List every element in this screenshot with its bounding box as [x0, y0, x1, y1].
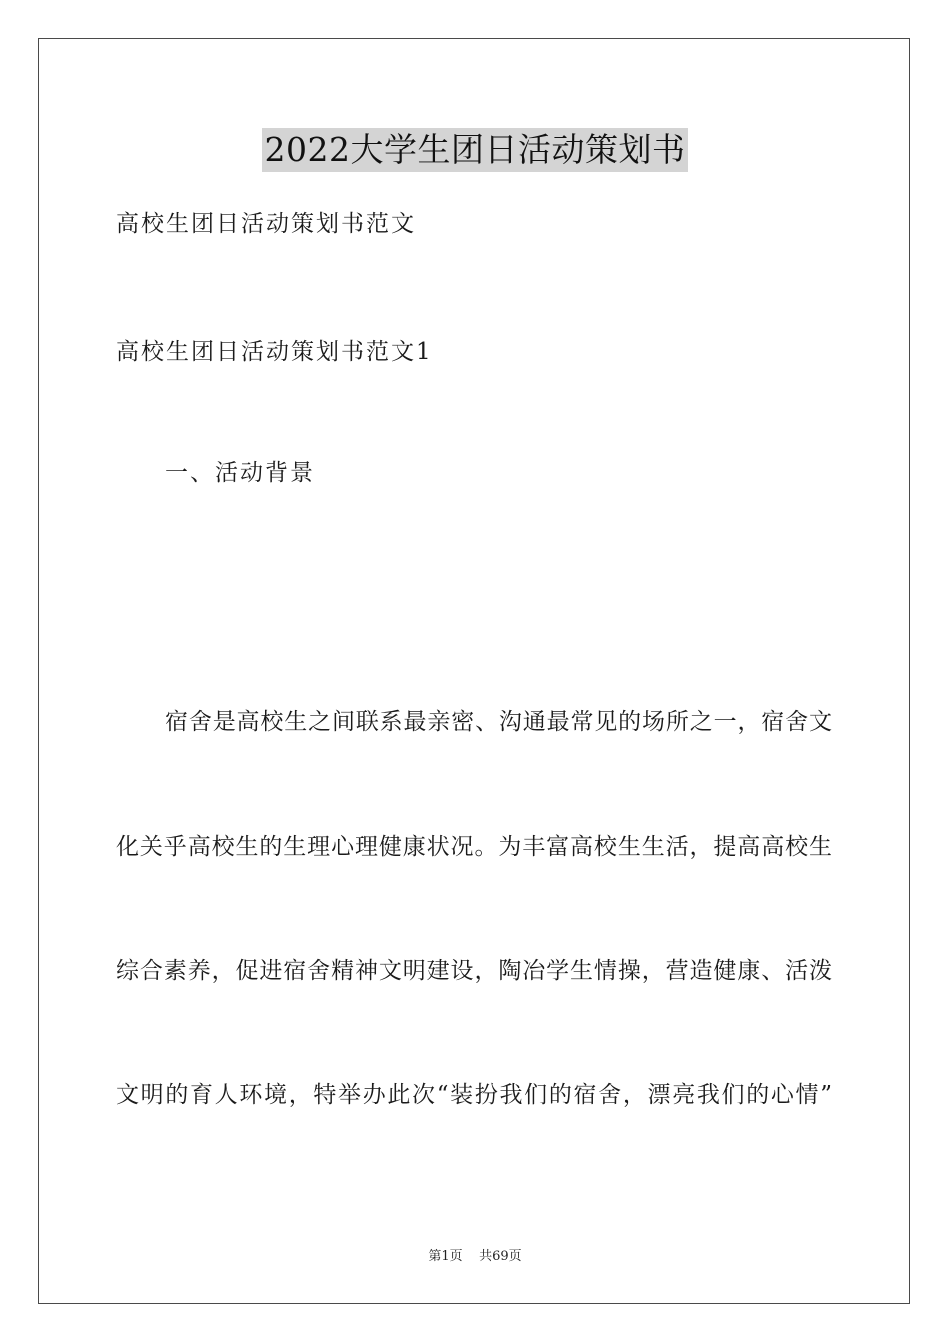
paragraph-line-2: 化关乎高校生的生理心理健康状况。为丰富高校生生活，提高高校生	[116, 834, 832, 860]
page-footer	[0, 1248, 950, 1266]
document-title: 2022大学生团日活动策划书	[262, 128, 689, 172]
paragraph-line-1: 宿舍是高校生之间联系最亲密、沟通最常见的场所之一，宿舍文	[165, 709, 832, 735]
paragraph-line-4: 文明的育人环境，特举办此次“装扮我们的宿舍，漂亮我们的心情”	[116, 1082, 832, 1108]
section-heading: 高校生团日活动策划书范文1	[116, 339, 433, 365]
title-container	[0, 128, 950, 172]
paragraph-line-3: 综合素养，促进宿舍精神文明建设，陶冶学生情操，营造健康、活泼	[116, 958, 832, 984]
page-total: 共69页	[479, 1249, 522, 1264]
document-subtitle: 高校生团日活动策划书范文	[116, 211, 416, 237]
page-number: 第1页	[428, 1249, 463, 1264]
item-heading: 一、活动背景	[165, 460, 315, 486]
